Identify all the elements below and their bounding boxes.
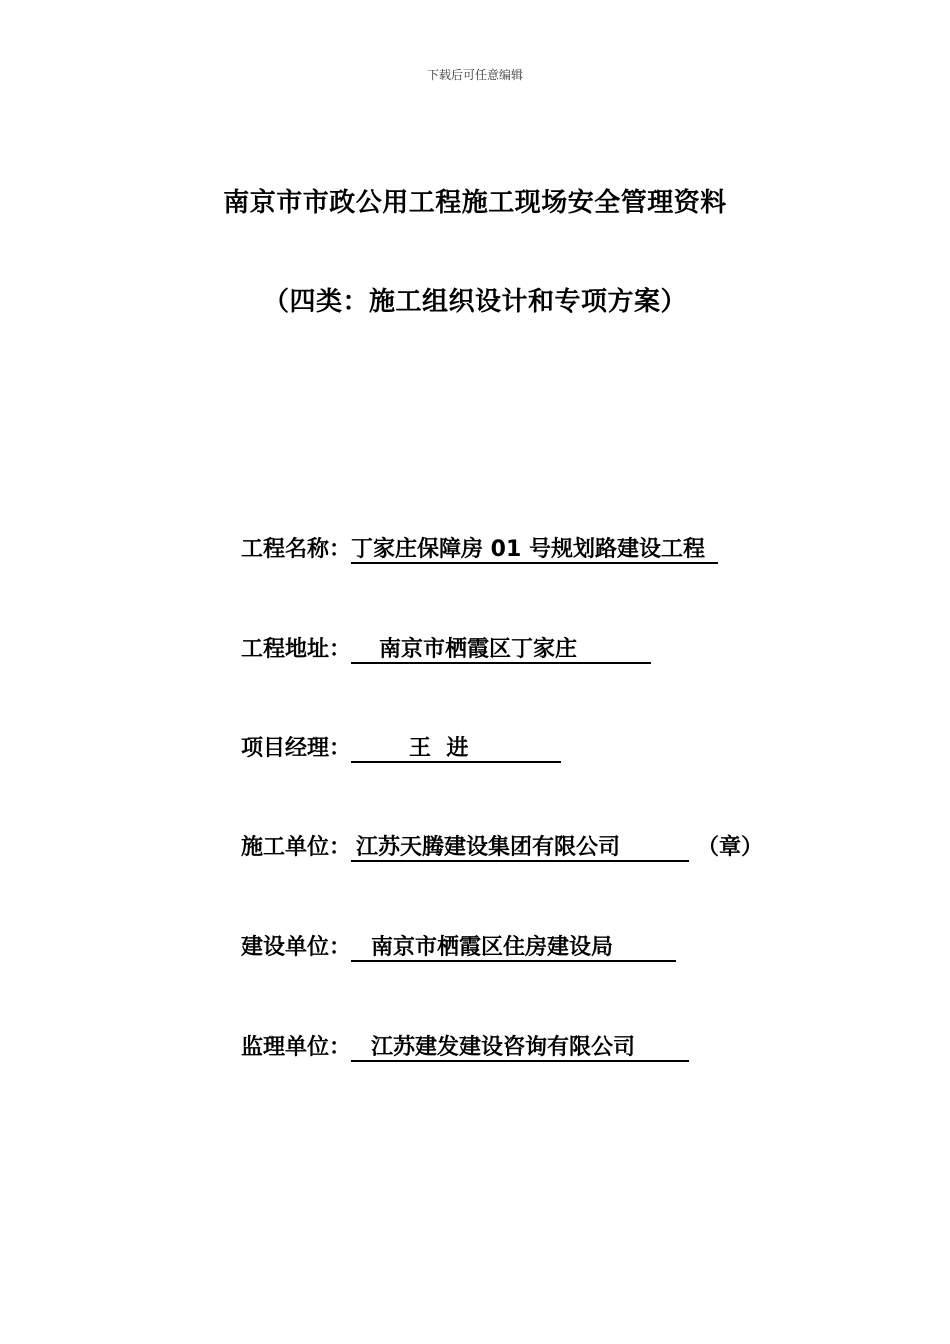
owner-label: 建设单位： bbox=[241, 935, 352, 960]
supervisor-value: 江苏建发建设咨询有限公司 bbox=[351, 1035, 689, 1062]
project-address-field bbox=[241, 632, 651, 664]
project-name-field bbox=[241, 532, 718, 564]
owner-value: 南京市栖霞区住房建设局 bbox=[351, 935, 676, 962]
project-manager-value: 王 进 bbox=[351, 736, 561, 763]
project-address-label: 工程地址： bbox=[241, 637, 352, 662]
project-name-value: 丁家庄保障房 01 号规划路建设工程 bbox=[351, 537, 718, 564]
owner-field bbox=[241, 930, 676, 962]
project-address-value: 南京市栖霞区丁家庄 bbox=[351, 637, 651, 664]
project-manager-label: 项目经理： bbox=[241, 736, 352, 761]
contractor-value: 江苏天腾建设集团有限公司 bbox=[351, 835, 689, 862]
document-title: 南京市市政公用工程施工现场安全管理资料 bbox=[223, 188, 727, 218]
supervisor-label: 监理单位： bbox=[241, 1035, 352, 1060]
document-subtitle: （四类：施工组织设计和专项方案） bbox=[262, 287, 687, 317]
contractor-label: 施工单位： bbox=[241, 835, 352, 860]
seal-note: （章） bbox=[697, 835, 764, 860]
supervisor-field bbox=[241, 1030, 689, 1062]
project-name-label: 工程名称： bbox=[241, 537, 352, 562]
project-manager-field bbox=[241, 731, 561, 763]
contractor-field bbox=[241, 830, 763, 862]
header-note: 下载后可任意编辑 bbox=[426, 68, 523, 82]
